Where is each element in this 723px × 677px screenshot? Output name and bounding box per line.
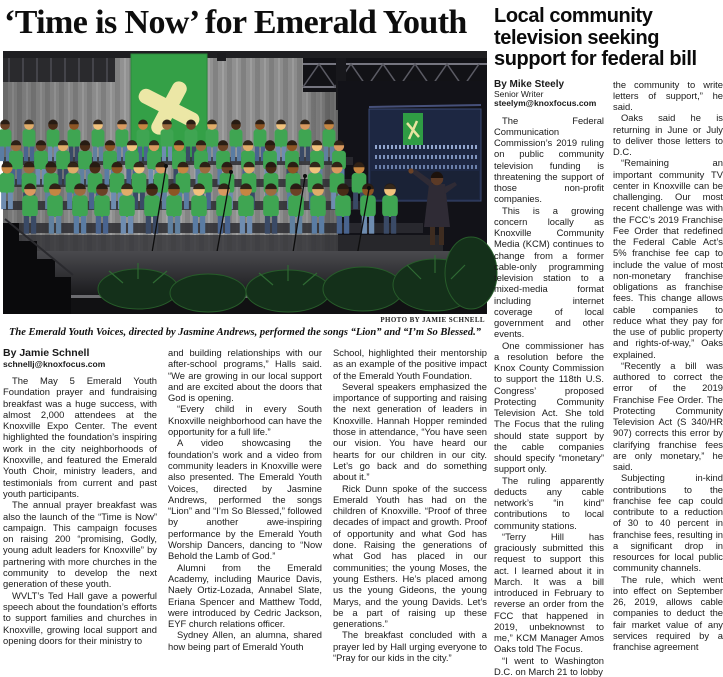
paragraph: The Federal Communication Commission’s 2019 ruling on public community television funding is threatening the support of those non-profit companies. (494, 115, 604, 205)
paragraph: Oaks said he is returning in June or July to deliver those letters to D.C. (613, 112, 723, 157)
left-article-headline: ‘Time is Now’ for Emerald Youth (4, 2, 487, 44)
paragraph: School, highlighted their mentorship as an example of the positive impact of the Emerald Youth Foundation. (333, 347, 487, 381)
paragraph: One commissioner has a resolution before the Knox County Commission to support the 118th U.S. Congress’ proposed Protecting Community Television Act. She told The Focus that the ruling should state support by the cable companies should specify “monetary” support only. (494, 340, 604, 475)
paragraph: The rule, which went into effect on September 26, 2019, allows cable companies to deduct the fair market value of any services required by a franchise agreement (613, 574, 723, 653)
paragraph: Several speakers emphasized the importance of supporting and raising the next generation of leaders in Knoxville. Hannah Hopper reminded those in attendance, “You have seen our vision. You have heard our hearts for our children in our city. Let’s go back and do something about it.” (333, 381, 487, 483)
paragraph: The annual prayer breakfast was also the launch of the “Time is Now” campaign. This campaign focuses on raising 200 “promising, Godly, young adult leaders for Knoxville” by partnering with more churches in the community to develop the next generation of these youth. (3, 499, 157, 589)
paragraph: “Recently a bill was authored to correct the error of the 2019 Franchise Fee Order. The Protecting Community Television Act (S 340/HR 907) corrects this error by clarifying franchise fees are only monetary,” he said. (613, 360, 723, 473)
left-article-body (3, 347, 487, 669)
article-column-2 (168, 347, 322, 669)
byline-author: By Jamie Schnell (3, 347, 157, 359)
left-article (3, 0, 487, 669)
paragraph: Alumni from the Emerald Academy, including Maurice Davis, Naely Ortiz-Lozada, Annabel Slate, Eriana Spencer and Matthew Todd, were introduced by Cedric Jackson, EYF church relations officer. (168, 562, 322, 630)
paragraph: The May 5 Emerald Youth Foundation prayer and fundraising breakfast was a huge success, with almost 2,000 attendees at the Knoxville Expo Center. The event highlighted the foundation’s inspiring work in the city neighborhoods of Knoxville, and featured the Emerald Youth Choir, ministry leaders, and testimonials from current and past youth participants. (3, 375, 157, 499)
byline-email: steelym@knoxfocus.com (494, 99, 604, 109)
paragraph: The ruling apparently deducts any cable network’s “in kind” contributions to local community stations. (494, 475, 604, 531)
paragraph: Subjecting in-kind contributions to the franchise fee cap could contribute to a reduction of 30 to 40 percent in franchise fees, resulting in a significant drop in resources for local public community channels. (613, 472, 723, 573)
right-article (487, 0, 720, 669)
paragraph: A video showcasing the foundation’s work and a video from community leaders in Knoxville were also presented. The Emerald Youth Voices, directed by Jasmine Andrews, performed the songs “Lion” and “I’m So Blessed,” followed by another awe-inspiring performance by the Emerald Youth Worship Dancers, dancing to “Now Behold the Lamb of God.” (168, 437, 322, 561)
paragraph: Rick Dunn spoke of the success Emerald Youth has had on the children of Knoxville. “Proof of three decades of impact and growth. Proof of opportunity and what God has done. Raising the generations of what God has placed in our communities; the young Moses, the young Esthers. He’s placed among us the young Gideons, the young Marys, and the young Davids. Let’s be a part of raising up these generations.” (333, 483, 487, 630)
column-paragraphs (494, 115, 604, 677)
paragraph: “Every child in every South Knoxville neighborhood can have the opportunity for a full life.” (168, 403, 322, 437)
photo-credit: PHOTO BY JAMIE SCHNELL (3, 316, 485, 324)
byline-author: By Mike Steely (494, 79, 604, 90)
paragraph: This is a growing concern locally as Knoxville Community Media (KCM) continues to change from a former cable-only programming television station to a mixed-media format including internet coverage of local government and other events. (494, 205, 604, 340)
byline-role: Senior Writer (494, 90, 604, 100)
article-column-1 (494, 79, 604, 651)
article-column-1 (3, 347, 157, 669)
stage-light (217, 53, 226, 61)
photo-caption: The Emerald Youth Voices, directed by Jasmine Andrews, performed the songs “Lion” and “I’m So Blessed.” (7, 327, 483, 339)
byline-email: schnellj@knoxfocus.com (3, 359, 157, 369)
right-article-body (494, 79, 720, 651)
paragraph: WVLT’s Ted Hall gave a powerful speech about the foundation’s efforts to support families and churches in Knoxville, growing local support and opening doors for their ministry to (3, 590, 157, 646)
paragraph: “I went to Washington D.C. on March 21 to lobby (494, 655, 604, 677)
stage-photo (3, 51, 487, 314)
paragraph: The breakfast concluded with a prayer led by Hall urging everyone to “Pray for our kids in the city.” (333, 629, 487, 663)
paragraph: Sydney Allen, an alumna, shared how being part of Emerald Youth (168, 629, 322, 652)
paragraph: “Remaining an important community TV center in Knoxville can be challenging. Our most recent challenge was with the FCC’s 2019 Franchise Fee Order that redefined the Federal Cable Act’s 5% franchise fee cap to include the value of most non-monetary franchise obligations as franchise fees. This change allows cable companies to reduce what they pay for the use of public property and rights-of-way,” Oaks explained. (613, 157, 723, 360)
article-column-3 (333, 347, 487, 669)
paragraph: “Terry Hill has graciously submitted this request to support this act. I learned about it in March. It was a bill introduced in February to reverse an order from the FCC that happened in 2019, unbeknownst to me,” KCM Manager Amos Oaks told The Focus. (494, 531, 604, 655)
column-paragraphs (3, 375, 157, 646)
right-article-headline: Local community television seeking support for federal bill (494, 6, 720, 71)
paragraph: the community to write letters of support,” he said. (613, 79, 723, 113)
paragraph: and building relationships with our after-school programs,” Halls said. “We are growing in our local support and are excited about the doors that God is opening. (168, 347, 322, 403)
article-column-2 (613, 79, 723, 651)
